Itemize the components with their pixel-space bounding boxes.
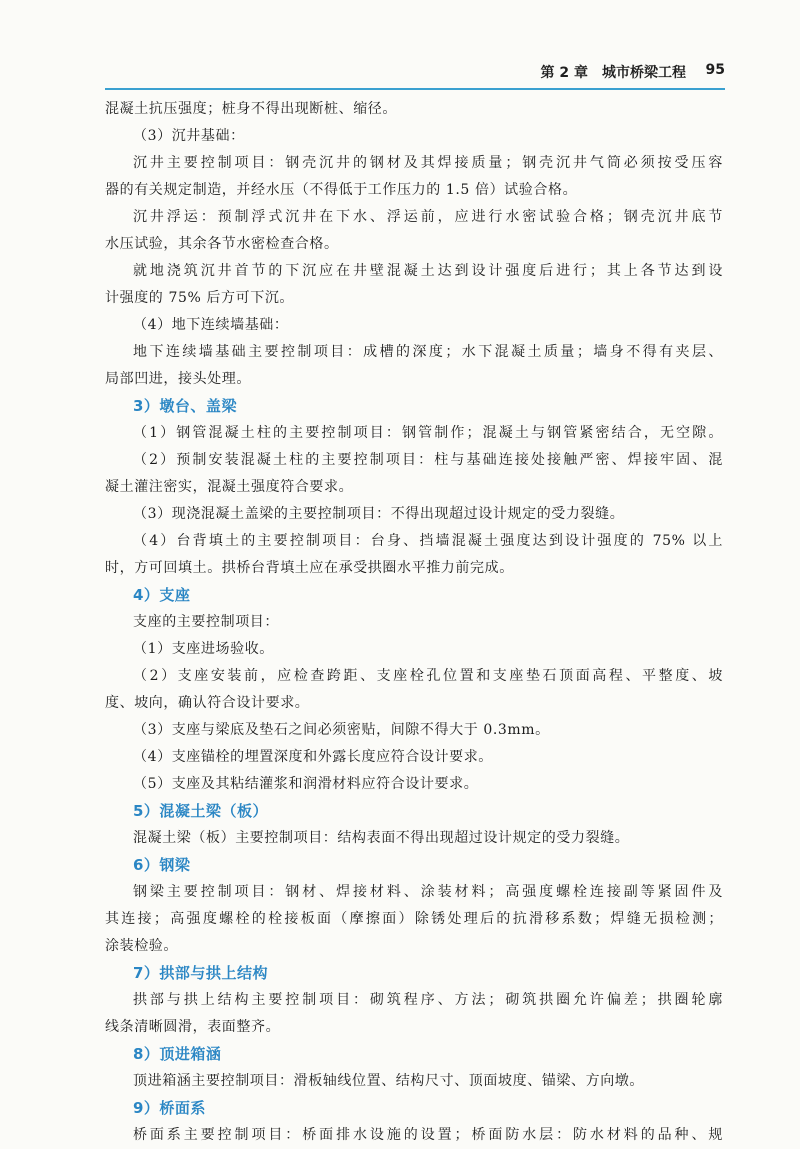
body-line: （4）支座锚栓的埋置深度和外露长度应符合设计要求。: [133, 749, 493, 765]
body-line: （2）预制安装混凝土柱的主要控制项目：柱与基础连接处接触严密、焊接牢固、混: [133, 452, 723, 468]
body-line: 沉井主要控制项目：钢壳沉井的钢材及其焊接质量；钢壳沉井气筒必须按受压容: [133, 155, 723, 171]
body-line: 线条清晰圆滑，表面整齐。: [105, 1019, 281, 1035]
section-heading-8: 8）顶进箱涵: [133, 1045, 222, 1063]
section-heading-3: 3）墩台、盖梁: [133, 397, 237, 415]
body-line: 计强度的 75% 后方可下沉。: [105, 290, 295, 306]
body-line: 时，方可回填土。拱桥台背填土应在承受拱圈水平推力前完成。: [105, 560, 514, 576]
body-line: 顶进箱涵主要控制项目：滑板轴线位置、结构尺寸、顶面坡度、锚梁、方向墩。: [133, 1073, 644, 1089]
page-number: 95: [705, 62, 725, 78]
body-line: （3）现浇混凝土盖梁的主要控制项目：不得出现超过设计规定的受力裂缝。: [133, 506, 625, 522]
running-header: [0, 60, 800, 84]
body-line: （2）支座安装前，应检查跨距、支座栓孔位置和支座垫石顶面高程、平整度、坡: [133, 668, 723, 684]
body-line: （1）钢管混凝土柱的主要控制项目：钢管制作；混凝土与钢管紧密结合，无空隙。: [133, 425, 723, 441]
section-heading-6: 6）钢梁: [133, 856, 191, 874]
body-line: 桥面系主要控制项目：桥面排水设施的设置；桥面防水层：防水材料的品种、规: [133, 1127, 723, 1143]
body-line: 地下连续墙基础主要控制项目：成槽的深度；水下混凝土质量；墙身不得有夹层、: [133, 344, 723, 360]
section-heading-4: 4）支座: [133, 586, 191, 604]
body-line: 混凝土梁（板）主要控制项目：结构表面不得出现超过设计规定的受力裂缝。: [133, 830, 630, 846]
body-line: 涂装检验。: [105, 938, 178, 954]
body-line: （4）台背填土的主要控制项目：台身、挡墙混凝土强度达到设计强度的 75% 以上: [133, 533, 723, 549]
body-line: 钢梁主要控制项目：钢材、焊接材料、涂装材料；高强度螺栓连接副等紧固件及: [133, 884, 723, 900]
chapter-title: 第 2 章 城市桥梁工程: [540, 65, 686, 81]
section-heading-5: 5）混凝土梁（板）: [133, 802, 268, 820]
body-line: 局部凹进，接头处理。: [105, 371, 251, 387]
body-line: （1）支座进场验收。: [133, 641, 274, 657]
body-line: （3）支座与梁底及垫石之间必须密贴，间隙不得大于 0.3mm。: [133, 722, 550, 738]
page-body: [105, 96, 723, 1149]
body-line: 就地浇筑沉井首节的下沉应在井壁混凝土达到设计强度后进行；其上各节达到设: [133, 263, 723, 279]
section-heading-7: 7）拱部与拱上结构: [133, 964, 268, 982]
body-line: 水压试验，其余各节水密检查合格。: [105, 236, 339, 252]
body-line: 拱部与拱上结构主要控制项目：砌筑程序、方法；砌筑拱圈允许偏差；拱圈轮廓: [133, 992, 723, 1008]
body-line: （4）地下连续墙基础：: [133, 317, 289, 333]
header-rule: [105, 88, 725, 90]
body-line: 混凝土抗压强度；桩身不得出现断桩、缩径。: [105, 101, 397, 117]
body-line: 支座的主要控制项目：: [133, 614, 279, 630]
body-line: （3）沉井基础：: [133, 128, 245, 144]
body-line: 度、坡向，确认符合设计要求。: [105, 695, 310, 711]
section-heading-9: 9）桥面系: [133, 1099, 206, 1117]
body-line: 器的有关规定制造，并经水压（不得低于工作压力的 1.5 倍）试验合格。: [105, 182, 578, 198]
body-line: 其连接；高强度螺栓的栓接板面（摩擦面）除锈处理后的抗滑移系数；焊缝无损检测；: [105, 911, 723, 927]
body-line: （5）支座及其粘结灌浆和润滑材料应符合设计要求。: [133, 776, 479, 792]
body-line: 沉井浮运：预制浮式沉井在下水、浮运前，应进行水密试验合格；钢壳沉井底节: [133, 209, 723, 225]
body-line: 凝土灌注密实，混凝土强度符合要求。: [105, 479, 354, 495]
